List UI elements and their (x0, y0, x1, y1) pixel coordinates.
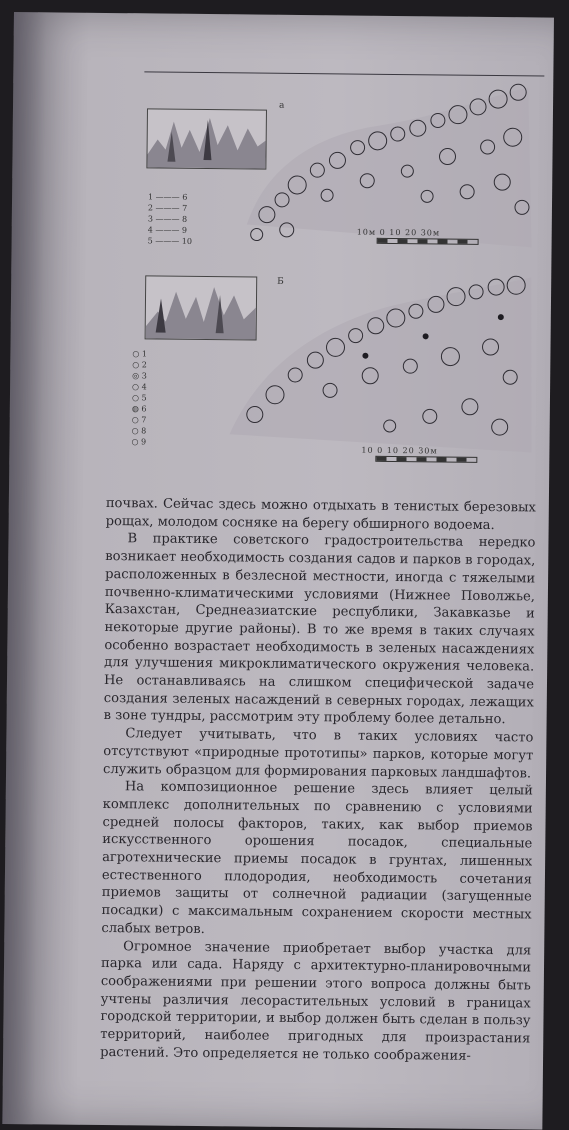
fig-a-legend (148, 191, 193, 246)
fig-b-label: Б (277, 276, 284, 287)
fig-a-label: a (278, 100, 285, 111)
fig-b-legend-item: ○ 9 (131, 437, 147, 447)
fig-b-legend-item: ○ 5 (131, 393, 147, 403)
fig-b-park-plan (209, 264, 536, 457)
body-text (100, 495, 536, 1066)
fig-b-legend (131, 348, 147, 447)
fig-a-legend-item: 4 ——— 9 (147, 225, 188, 235)
fig-a-legend-item: 2 ——— 7 (147, 203, 188, 213)
fig-b-legend-item: ◎ 3 (132, 371, 147, 381)
paragraph: почвах. Сейчас здесь можно отдыхать в тенистых березовых рощах, молодом сосняке на берегу обширного водоема. (105, 495, 536, 533)
fig-a-legend-item: 1 ——— 6 (148, 192, 188, 202)
fig-a-legend-item: 3 ——— 8 (147, 214, 188, 224)
fig-a-scale: 10м 0 10 20 30м (356, 227, 441, 238)
fig-b-legend-item: ○ 4 (132, 382, 147, 392)
paragraph: На композиционное решение здесь влияет целый комплекс дополнительных по сравнению с условиями средней полосы факторов, таких, как выбор приемов искусственного орошения посадок, специальные агротехнические приемы посадок в грунтах, лишенных естественного плодородия, необходимость сочетания приемов защиты от солнечной радиации (загущенные посадки) с максимальным сохранением скорости местных слабых ветров. (101, 779, 533, 937)
fig-a-scale-bar (377, 238, 479, 245)
paragraph: В практике советского градостроительства нередко возникает необходимость создания садов и парков в городах, расположенных в безлесной местности, иногда с тяжелыми почвенно-климатическими условиями (Нижнее Поволжье, Казахстан, Среднеазиатские республики, Закавказье и некоторые другие районы). В то же время в таких случаях особенно возрастает необходимость в зеленых насаждениях для улучшения микроклиматического окружения человека. Не останавливаясь на слишком специфической задаче создания зеленых насаждений в северных городах, лежащих в зоне тундры, рассмотрим эту проблему более детально. (103, 531, 536, 728)
book-page (2, 12, 554, 1130)
fig-b-legend-item: ○ 7 (131, 415, 147, 425)
fig-b-legend-item: ○ 1 (132, 349, 148, 359)
fig-a-legend-item: 5 ——— 10 (147, 236, 193, 246)
fig-b-scale: 10 0 10 20 30м (361, 445, 438, 456)
paragraph: Огромное значение приобретает выбор участка для парка или сада. Наряду с архитектурно-планировочными соображениями при решении этого вопроса должны быть учтены различия лесорастительных условий в границах городской территории, и выбор должен быть сделан в пользу территорий, наиболее пригодных для произрастания растений. Это определяется не только соображения- (100, 938, 532, 1064)
fig-b-legend-item: ○ 2 (132, 360, 147, 370)
fig-b-legend-item: ◍ 6 (131, 404, 147, 414)
paragraph: Следует учитывать, что в таких условиях часто отсутствуют «природные прототипы» парков, которые могут служить образцом для формирования парковых ландшафтов. (102, 726, 534, 782)
fig-b-scale-bar (375, 456, 477, 463)
fig-b-legend-item: ○ 8 (131, 426, 147, 436)
